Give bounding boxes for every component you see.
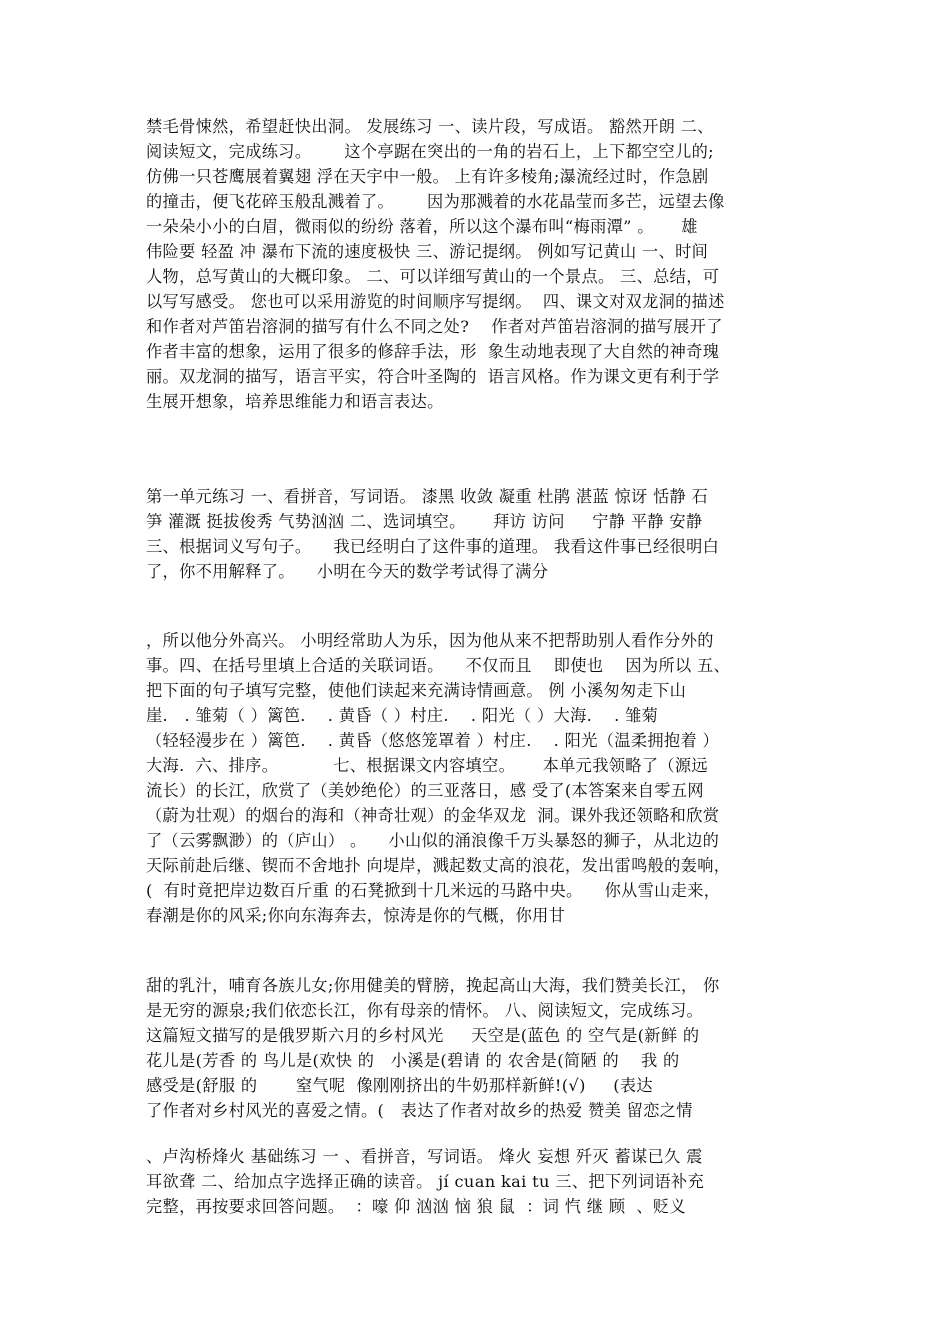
text-line: 丽。双龙洞的描写，语言平实，符合叶圣陶的 语言风格。作为课文更有利于学 <box>146 367 720 386</box>
text-line: 禁毛骨悚然，希望赶快出洞。 发展练习 一、读片段，写成语。 豁然开朗 二、 <box>146 117 714 136</box>
text-line: 了（云雾飘渺）的（庐山） 。 小山似的涌浪像千万头暴怒的狮子，从北边的 <box>146 831 720 850</box>
text-line: 完整，再按要求回答问题。 ：嚎 仰 汹汹 恼 狼 鼠 ：词 忾 继 顾 、贬义 <box>146 1197 686 1216</box>
text-line: 把下面的句子填写完整，使他们读起来充满诗情画意。 例 小溪匆匆走下山 <box>146 681 687 700</box>
text-line: 笋 灌溉 挺拔俊秀 气势汹汹 二、选词填空。 拜访 访问 宁静 平静 安静 <box>146 512 703 531</box>
text-line: 、卢沟桥烽火 基础练习 一 、看拼音，写词语。 烽火 妄想 歼灭 蓄谋已久 震 <box>146 1147 703 1166</box>
text-line: 仿佛一只苍鹰展着翼翅 浮在天宇中一般。 上有许多棱角;瀑流经过时，作急剧 <box>146 167 709 186</box>
text-line: 流长）的长江，欣赏了（美妙绝伦）的三亚落日，感 受了(本答案来自零五网 <box>146 781 704 800</box>
text-line: 了，你不用解释了。 小明在今天的数学考试得了满分 <box>146 562 549 581</box>
text-block-reading-comprehension <box>146 973 810 1123</box>
text-line: 甜的乳汁，哺育各族儿女;你用健美的臂膀，挽起高山大海，我们赞美长江， 你 <box>146 976 720 995</box>
text-line: 天际前赴后继、锲而不舍地扑 向堤岸，溅起数丈高的浪花，发出雷鸣般的轰响， <box>146 856 731 875</box>
text-block-reading-exercises <box>146 114 810 414</box>
text-line: 和作者对芦笛岩溶洞的描写有什么不同之处? 作者对芦笛岩溶洞的描写展开了 <box>146 317 723 336</box>
text-line: （轻轻漫步在 ）篱笆. . 黄昏（悠悠笼罩着 ）村庄. . 阳光（温柔拥抱着 ） <box>146 731 720 750</box>
text-line: 是无穷的源泉;我们依恋长江，你有母亲的情怀。 八、阅读短文，完成练习。 <box>146 1001 704 1020</box>
text-line: 第一单元练习 一、看拼音，写词语。 漆黑 收敛 凝重 杜鹃 湛蓝 惊讶 恬静 石 <box>146 487 709 506</box>
text-line: 事。四、在括号里填上合适的关联词语。 不仅而且 即使也 因为所以 五、 <box>146 656 731 675</box>
text-line: 伟险要 轻盈 冲 瀑布下流的速度极快 三、游记提纲。 例如写记黄山 一、时间 <box>146 242 709 261</box>
text-line: ，所以他分外高兴。 小明经常助人为乐，因为他从来不把帮助别人看作分外的 <box>146 631 714 650</box>
text-block-lugou-bridge-exercises <box>146 1144 810 1219</box>
text-line: 生展开想象，培养思维能力和语言表达。 <box>146 392 444 411</box>
text-line: ( 有时竟把岸边数百斤重 的石凳掀到十几米远的马路中央。 你从雪山走来， <box>146 881 721 900</box>
text-line: 阅读短文，完成练习。 这个亭踞在突出的一角的岩石上，上下都空空儿的; <box>146 142 714 161</box>
text-line: 以写写感受。 您也可以采用游览的时间顺序写提纲。 四、课文对双龙洞的描述 <box>146 292 725 311</box>
text-line: 这篇短文描写的是俄罗斯六月的乡村风光 天空是(蓝色 的 空气是(新鲜 的 <box>146 1026 700 1045</box>
text-line: 耳欲聋 二、给加点字选择正确的读音。 jí cuan kai tu 三、把下列词语补充 <box>146 1172 705 1191</box>
text-line: 的撞击，便飞花碎玉般乱溅着了。 因为那溅着的水花晶莹而多芒，远望去像 <box>146 192 725 211</box>
text-line: 了作者对乡村风光的喜爱之情。( 表达了作者对故乡的热爱 赞美 留恋之情 <box>146 1101 693 1120</box>
text-line: 一朵朵小小的白眉，微雨似的纷纷 落着，所以这个瀑布叫“梅雨潭” 。 雄 <box>146 217 698 236</box>
text-line: 大海. 六、排序。 七、根据课文内容填空。 本单元我领略了（源远 <box>146 756 708 775</box>
text-line: 崖. . 雏菊（ ）篱笆. . 黄昏（ ）村庄. . 阳光（ ）大海. . 雏菊 <box>146 706 659 725</box>
text-line: （蔚为壮观）的烟台的海和（神奇壮观）的金华双龙 洞。课外我还领略和欣赏 <box>146 806 720 825</box>
text-line: 三、根据词义写句子。 我已经明白了这件事的道理。 我看这件事已经很明白 <box>146 537 720 556</box>
text-line: 花儿是(芳香 的 鸟儿是(欢快 的 小溪是(碧请 的 农舍是(简陋 的 我 的 <box>146 1051 680 1070</box>
text-line: 作者丰富的想象，运用了很多的修辞手法，形 象生动地表现了大自然的神奇瑰 <box>146 342 720 361</box>
text-line: 人物，总写黄山的大概印象。 二、可以详细写黄山的一个景点。 三、总结，可 <box>146 267 720 286</box>
text-line: 感受是(舒服 的 窒气呢 像刚刚挤出的牛奶那样新鲜!(√) (表达 <box>146 1076 653 1095</box>
text-block-fill-in-exercises <box>146 628 810 928</box>
text-block-unit-one-exercises <box>146 484 810 584</box>
text-line: 春潮是你的风采;你向东海奔去，惊涛是你的气概，你用甘 <box>146 906 566 925</box>
